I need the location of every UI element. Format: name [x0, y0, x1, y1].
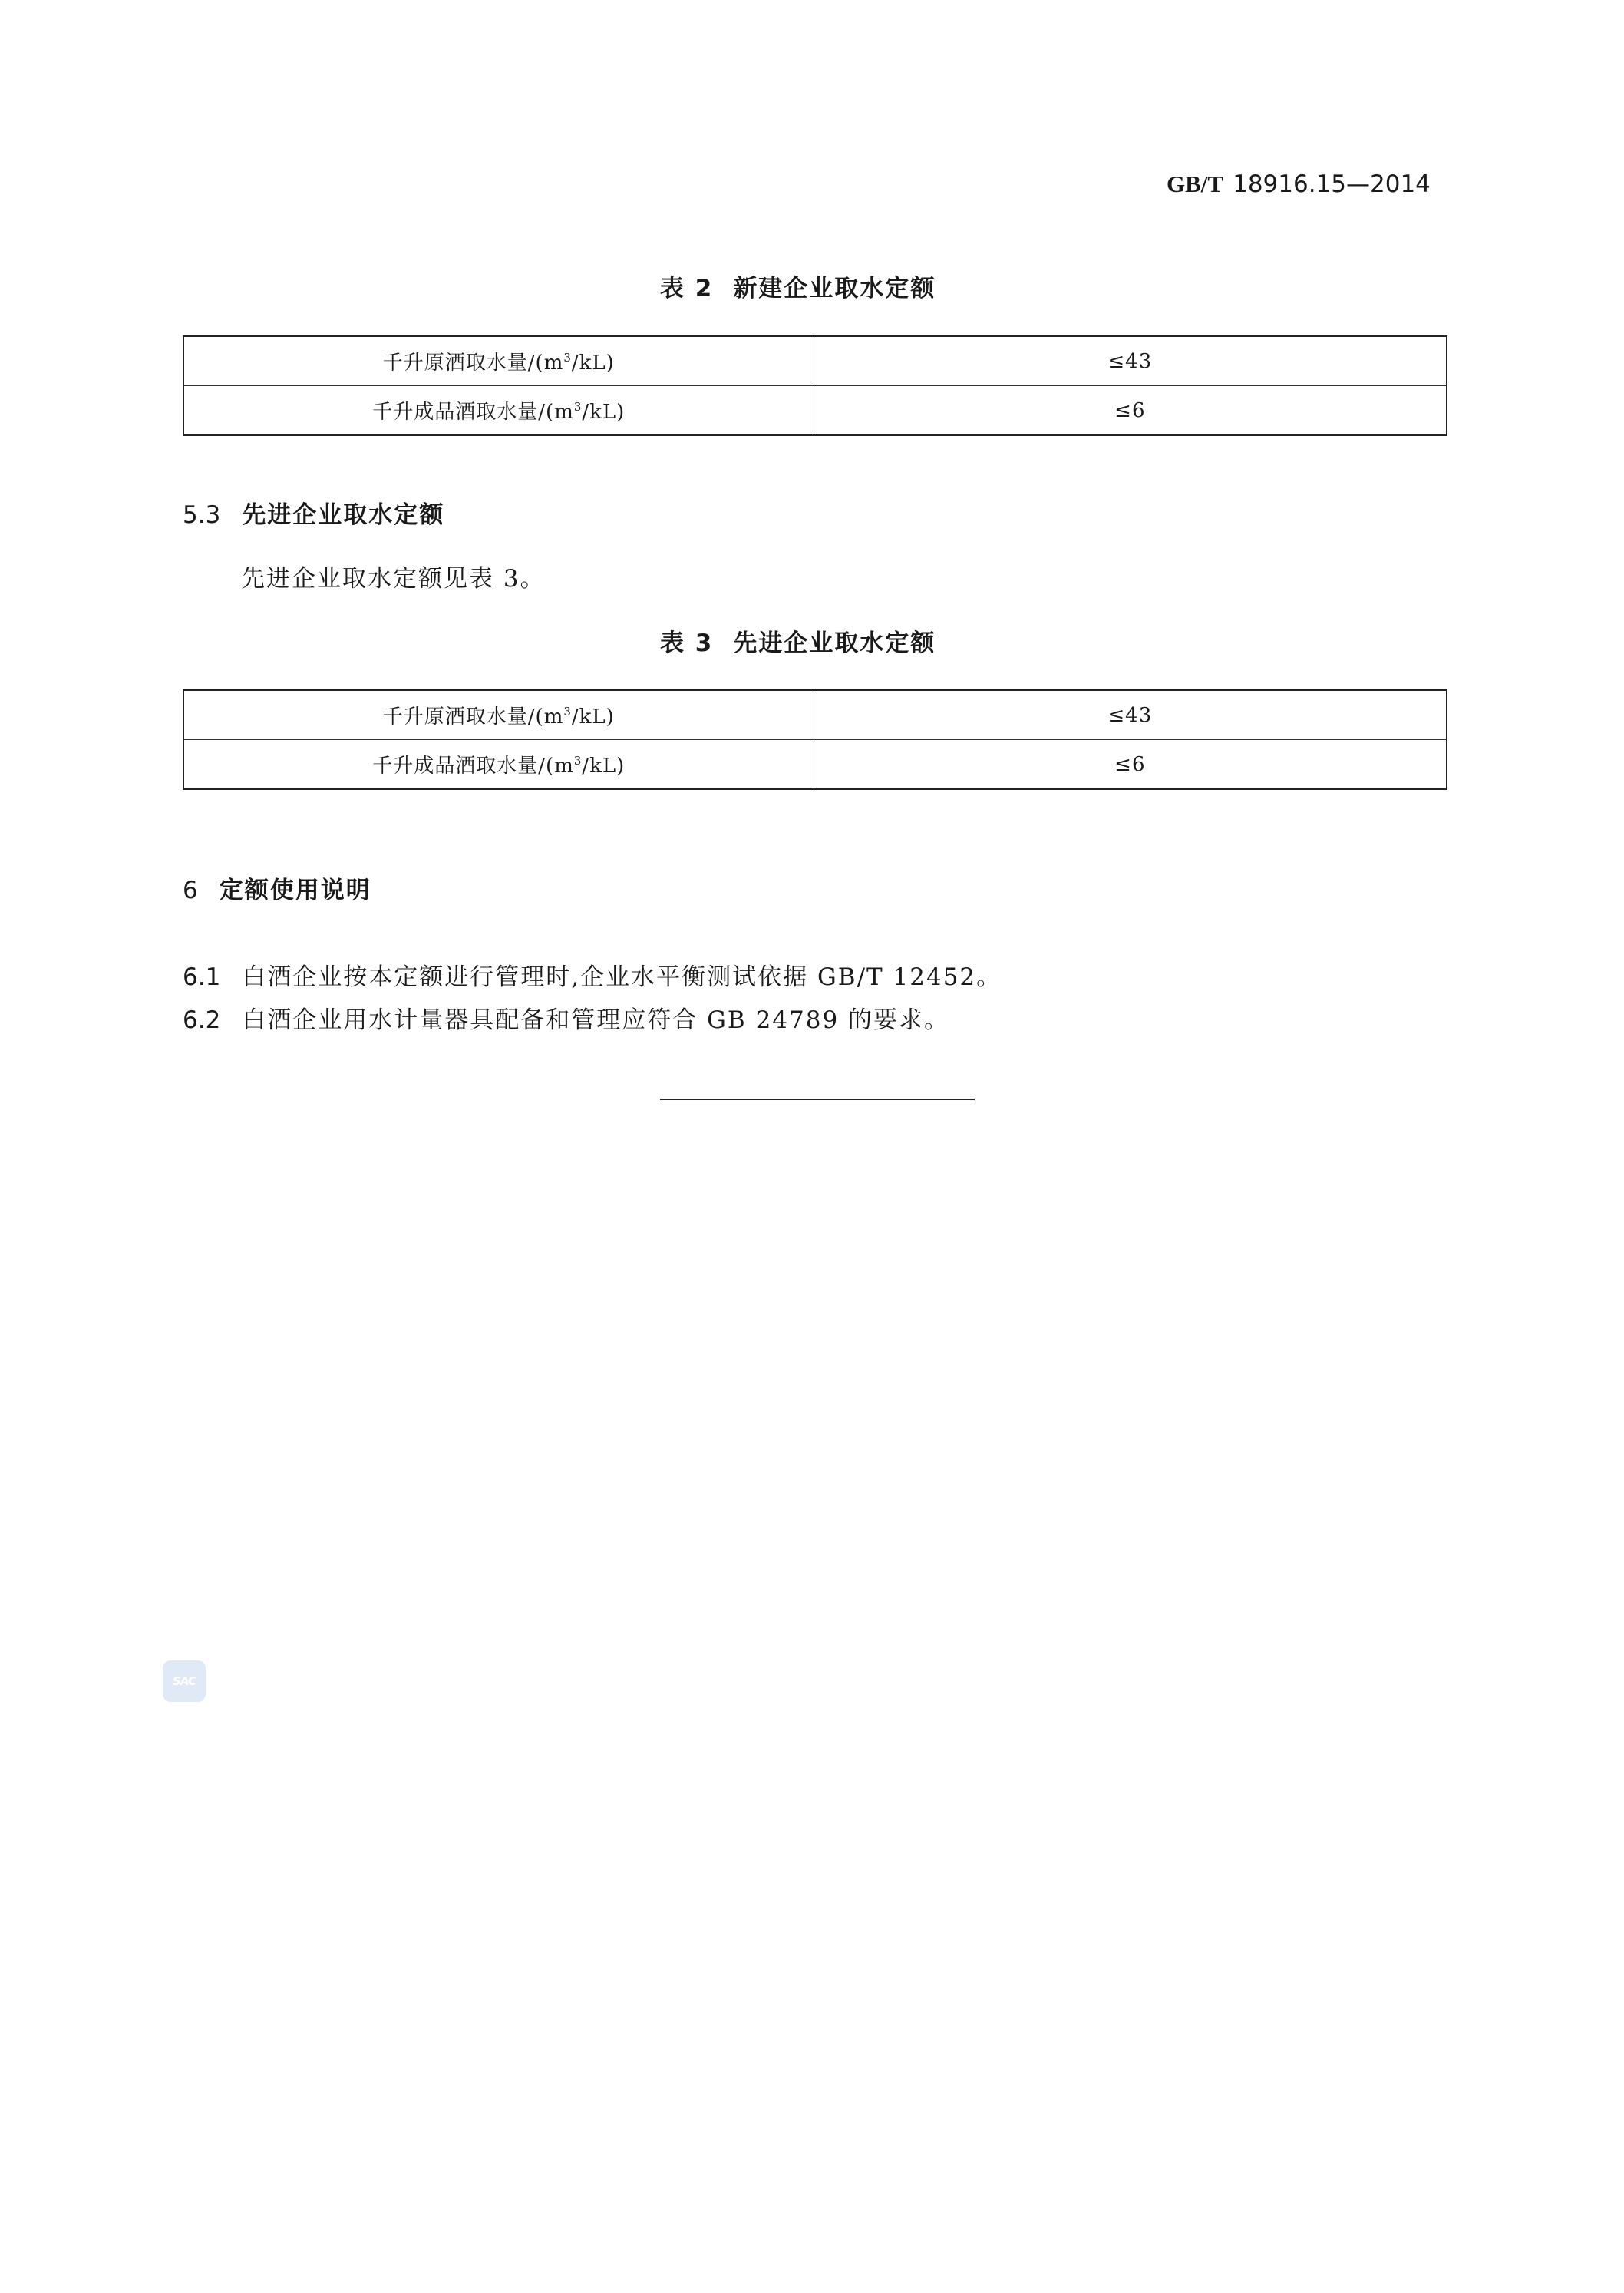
section-5-3-heading: 5.3 先进企业取水定额 — [183, 501, 445, 529]
table3 — [183, 689, 1447, 790]
table-row — [183, 690, 1447, 740]
table-row — [183, 740, 1447, 790]
table-cell-value: ≤6 — [814, 740, 1447, 790]
table-cell-value: ≤43 — [814, 690, 1447, 740]
table2-number: 表 2 — [660, 275, 714, 302]
table-cell-item: 千升原酒取水量$/(m^3/kL)$ — [183, 336, 814, 386]
table-row — [183, 336, 1447, 386]
table2-caption — [660, 269, 936, 303]
table3-number: 表 3 — [660, 629, 714, 657]
section-6-heading: 6 定额使用说明 — [183, 877, 371, 904]
table-cell-item: 千升原酒取水量$/(m^3/kL)$ — [183, 690, 814, 740]
table3-title: 先进企业取水定额 — [733, 629, 936, 657]
table-cell-value: ≤6 — [814, 386, 1447, 436]
table2 — [183, 335, 1447, 436]
section-6-2-text: 6.2 白酒企业用水计量器具配备和管理应符合 GB 24789 的要求。 — [183, 1006, 950, 1034]
table-row — [183, 386, 1447, 436]
sac-logo-icon: SAC — [163, 1660, 206, 1702]
standard-number — [1167, 170, 1431, 198]
table-cell-value: ≤43 — [814, 336, 1447, 386]
section-6-1-text: 6.1 白酒企业按本定额进行管理时,企业水平衡测试依据 GB/T 12452。 — [183, 963, 1002, 991]
table3-caption — [660, 623, 936, 658]
table2-title: 新建企业取水定额 — [733, 275, 936, 302]
standard-code: 18916.15—2014 — [1233, 170, 1431, 198]
table-cell-item: 千升成品酒取水量$/(m^3/kL)$ — [183, 740, 814, 790]
section-5-3-text: 先进企业取水定额见表 3。 — [241, 565, 546, 593]
standard-prefix: GB/T — [1167, 170, 1224, 197]
table-cell-item: 千升成品酒取水量$/(m^3/kL)$ — [183, 386, 814, 436]
end-divider — [660, 1099, 975, 1100]
